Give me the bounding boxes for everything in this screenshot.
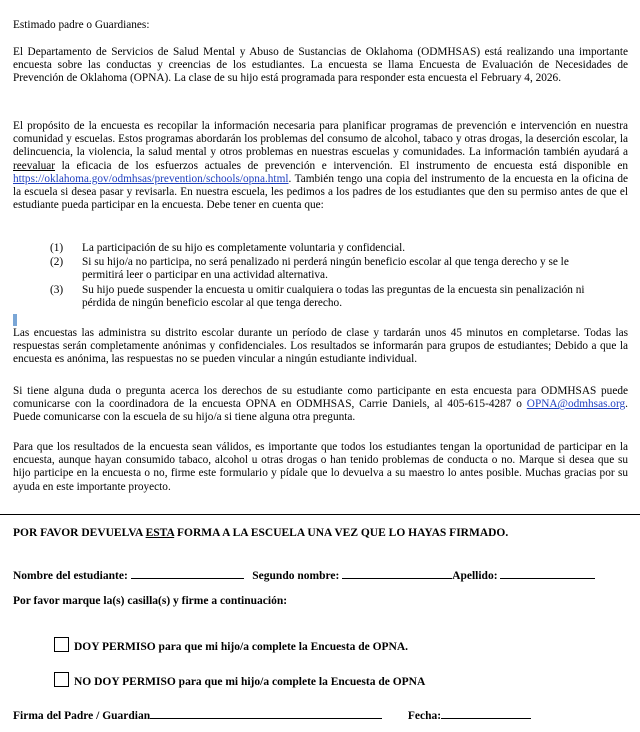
no-consent-checkbox[interactable]	[54, 672, 69, 687]
date-field[interactable]	[441, 707, 531, 719]
no-consent-option	[54, 672, 425, 688]
survey-link[interactable]: https://oklahoma.gov/odmhsas/prevention/schools/opna.html	[13, 172, 289, 185]
purpose-text-a: El propósito de la encuesta es recopilar la información necesaria para planificar programas de prevención e intervención en nuestra comunidad y escuelas. Estos programas abordarán los problemas del consumo de alcohol, tabaco y otras drogas, la deserción escolar, la delincuencia, la violencia, la salud mental y otros problemas en nuestras escuelas y comunidades. La información también ayudará a	[13, 120, 628, 159]
signature-field[interactable]	[150, 707, 382, 719]
cursor-marker	[13, 314, 17, 326]
no-consent-label: NO DOY PERMISO para que mi hijo/a complete la Encuesta de OPNA	[74, 676, 426, 688]
signature-row	[13, 707, 531, 722]
paragraph-administration: Las encuestas las administra su distrito escolar durante un período de clase y tardarán unos 45 minutos en completarse. Todas las respuestas serán completamente anónimas y confidenciales. Los resultados se informarán para grupos de estudiantes; Debido a que la encuesta es anónima, las respuestas no se pueden vincular a ningún estudiante individual.	[13, 327, 628, 366]
signature-label: Firma del Padre / Guardian	[13, 710, 151, 722]
divider	[0, 514, 640, 515]
consent-label: DOY PERMISO para que mi hijo/a complete la Encuesta de OPNA.	[74, 641, 409, 653]
list-item	[50, 256, 590, 282]
middle-name-label: Segundo nombre:	[252, 570, 340, 582]
contact-text-a: Si tiene alguna duda o pregunta acerca los derechos de su estudiante como participante en esta encuesta para ODMHSAS puede comunicarse con la coordinadora de la encuesta OPNA en ODMHSAS, Carrie Daniels, al 405-615-4287 o	[13, 385, 628, 411]
student-name-label: Nombre del estudiante:	[13, 570, 128, 582]
email-link[interactable]: OPNA@odmhsas.org	[526, 398, 626, 411]
return-text-a: POR FAVOR DEVUELVA	[13, 527, 146, 539]
middle-name-field[interactable]	[342, 567, 452, 579]
list-item-number: (2)	[50, 256, 64, 269]
list-item-text: Su hijo puede suspender la encuesta u omitir cualquiera o todas las preguntas de la encuesta sin penalización ni pérdida de ningún beneficio escolar al que tenga derecho.	[82, 283, 585, 309]
reevaluar-word: reevaluar	[13, 159, 56, 172]
name-fields-row	[13, 567, 595, 582]
consent-option	[54, 637, 408, 653]
last-name-label: Apellido:	[452, 570, 498, 582]
paragraph-purpose	[13, 120, 628, 212]
purpose-text-b: la eficacia de los esfuerzos actuales de prevención e intervención. El instrumento de encuesta está disponible en	[55, 159, 628, 172]
list-item-number: (1)	[50, 242, 64, 254]
list-item-text: Si su hijo/a no participa, no será penalizado ni perderá ningún beneficio escolar al que tenga derecho y se le permitirá leer o participar en una actividad alternativa.	[82, 256, 569, 282]
date-label: Fecha:	[407, 710, 442, 722]
greeting: Estimado padre o Guardianes:	[13, 19, 150, 31]
last-name-field[interactable]	[500, 567, 595, 579]
return-text-b: FORMA A LA ESCUELA UNA VEZ QUE LO HAYAS FIRMADO.	[174, 527, 509, 539]
paragraph-validity: Para que los resultados de la encuesta sean válidos, es importante que todos los estudiantes tengan la oportunidad de participar en la encuesta, aunque hayan consumido tabaco, alcohol u otras drogas o han tenido problemas de conducta o no. Marque si desea que su hijo participe en la encuesta o no, firme este formulario y pídale que lo devuelva a su maestro lo antes posible. Muchas gracias por su ayuda en este importante proyecto.	[13, 441, 628, 493]
student-name-field[interactable]	[131, 567, 244, 579]
list-item	[50, 242, 590, 255]
return-instruction	[13, 527, 508, 539]
purpose-text-c: . También tengo una copia del instrumento de la encuesta en la oficina de la escuela si desea pasar y revisarla. En nuestra escuela, les pedimos a los padres de los estudiantes que den su permiso antes de que el estudiante pueda participar en la encuesta. Debe tener en cuenta que:	[13, 172, 628, 212]
conditions-list	[50, 242, 590, 311]
list-item	[50, 284, 590, 310]
list-item-number: (3)	[50, 283, 64, 296]
list-item-text: La participación de su hijo es completamente voluntaria y confidencial.	[82, 242, 406, 254]
paragraph-contact	[13, 385, 628, 425]
check-instruction: Por favor marque la(s) casilla(s) y firme a continuación:	[13, 595, 288, 607]
paragraph-survey-intro: El Departamento de Servicios de Salud Mental y Abuso de Sustancias de Oklahoma (ODMHSAS) está realizando una importante encuesta sobre las conductas y creencias de los estudiantes. La encuesta se llama Encuesta de Evaluación de Necesidades de Prevención de Oklahoma (OPNA). La clase de su hijo está programada para responder esta encuesta el February 4, 2026.	[13, 46, 628, 85]
contact-text-b: . Puede comunicarse con la escuela de su hijo/a si tiene alguna otra pregunta.	[13, 398, 628, 424]
consent-checkbox[interactable]	[54, 637, 69, 652]
return-text-esta: ESTA	[145, 527, 175, 539]
